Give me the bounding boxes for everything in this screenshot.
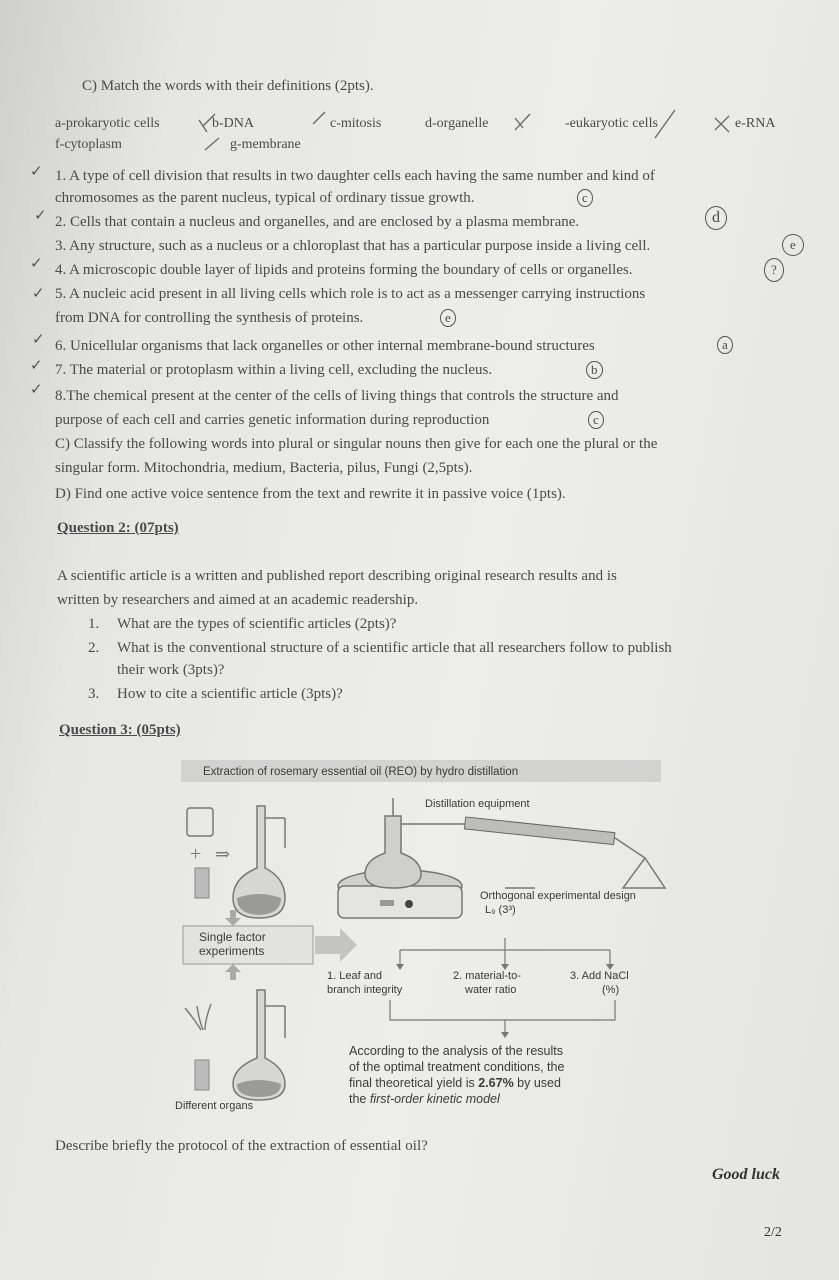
question2-label: Question 2: (57, 520, 131, 536)
answer-1: c (577, 189, 593, 207)
result-line3 (349, 1076, 561, 1090)
svg-text:+: + (190, 843, 202, 865)
check-mark-6: ✓ (32, 330, 45, 348)
answer-8: c (588, 411, 604, 429)
definition-7: 7. The material or protoplasm within a living cell, excluding the nucleus. (55, 362, 493, 378)
result-line2: of the optimal treatment conditions, the (349, 1060, 565, 1074)
section-c-title: C) Match the words with their definitions (2pts). (82, 78, 374, 94)
factor1-line1: 1. Leaf and (327, 970, 383, 982)
answer-7: b (586, 361, 603, 379)
factor3-line2: (%) (602, 984, 620, 996)
check-mark-2: ✓ (34, 206, 47, 224)
result-line3-text: final theoretical yield is (349, 1076, 479, 1090)
definition-1-line1: 1. A type of cell division that results in two daughter cells each having the same number and kind of (55, 168, 655, 184)
question2-points: (07pts) (134, 520, 179, 536)
q2-item3-num: 3. (88, 686, 100, 702)
figure-title: Extraction of rosemary essential oil (REO) by hydro distillation (203, 766, 519, 778)
result-line3-end: by used (513, 1076, 561, 1090)
word-cytoplasm: f-cytoplasm (55, 137, 122, 152)
orthogonal-sub: L₉ (3³) (485, 904, 516, 916)
answer-4: ? (764, 258, 784, 282)
question2-intro-line2: written by researchers and aimed at an academic readership. (57, 592, 419, 608)
question3-prompt: Describe briefly the protocol of the extraction of essential oil? (55, 1138, 428, 1154)
result-line4 (349, 1092, 500, 1106)
single-factor-label: Single factor experiments (199, 930, 266, 958)
q2-item2-line1: What is the conventional structure of a scientific article that all researchers follow to publish (117, 640, 672, 656)
check-mark-4: ✓ (30, 254, 43, 272)
definition-4: 4. A microscopic double layer of lipids and proteins forming the boundary of cells or organelles. (55, 262, 633, 278)
word-dna: b-DNA (212, 116, 254, 131)
result-line4-text: the (349, 1092, 370, 1106)
factor2-line2: water ratio (465, 984, 517, 996)
question3-label: Question 3: (59, 722, 133, 738)
factor3-line1: 3. Add NaCl (570, 970, 629, 982)
word-mitosis: c-mitosis (330, 116, 382, 131)
word-rna: e-RNA (735, 116, 776, 131)
definition-1-line2: chromosomes as the parent nucleus, typical of ordinary tissue growth. (55, 190, 475, 206)
answer-3: e (782, 234, 804, 256)
definition-5-line1: 5. A nucleic acid present in all living cells which role is to act as a messenger carrying instructions (55, 286, 646, 302)
result-model: first-order kinetic model (369, 1092, 500, 1106)
q2-item1: What are the types of scientific articles (2pts)? (117, 616, 397, 632)
q2-item1-num: 1. (88, 616, 100, 632)
definition-8-line2: purpose of each cell and carries genetic information during reproduction (55, 412, 490, 428)
active-passive-task: D) Find one active voice sentence from the text and rewrite it in passive voice (1pts). (55, 486, 566, 502)
word-eukaryotic: -eukaryotic cells (565, 116, 658, 131)
result-line1: According to the analysis of the results (349, 1044, 564, 1058)
word-prokaryotic: a-prokaryotic cells (55, 116, 160, 131)
different-organs-label: Different organs (175, 1100, 254, 1112)
q2-item3: How to cite a scientific article (3pts)? (117, 686, 343, 702)
extraction-figure (175, 758, 675, 1118)
check-mark-1: ✓ (30, 162, 43, 180)
equipment-label: Distillation equipment (425, 798, 530, 810)
definition-6: 6. Unicellular organisms that lack organelles or other internal membrane-bound structures (55, 338, 595, 354)
question3-heading (59, 722, 181, 739)
factor1-line2: branch integrity (327, 984, 403, 996)
check-mark-5: ✓ (32, 284, 45, 302)
pen-marks-word-bank (195, 108, 795, 158)
svg-text:⇒: ⇒ (215, 844, 231, 864)
q2-item2-line2: their work (3pts)? (117, 662, 225, 678)
answer-6: a (717, 336, 733, 354)
classify-line2: singular form. Mitochondria, medium, Bacteria, pilus, Fungi (2,5pts). (55, 460, 473, 476)
answer-5: e (440, 309, 456, 327)
definition-8-line1: 8.The chemical present at the center of the cells of living things that controls the structure and (55, 388, 619, 404)
definition-3: 3. Any structure, such as a nucleus or a chloroplast that has a particular purpose inside a living cell. (55, 238, 651, 254)
word-membrane: g-membrane (230, 137, 301, 152)
factor2-line1: 2. material-to- (453, 970, 521, 982)
question2-intro-line1: A scientific article is a written and published report describing original research results and is (57, 568, 617, 584)
page-number: 2/2 (764, 1225, 782, 1240)
result-yield: 2.67% (478, 1076, 514, 1090)
question2-heading (57, 520, 179, 537)
classify-line1: C) Classify the following words into plural or singular nouns then give for each one the plural or the (55, 436, 658, 452)
orthogonal-label: Orthogonal experimental design (480, 890, 636, 902)
definition-2: 2. Cells that contain a nucleus and organelles, and are enclosed by a plasma membrane. (55, 214, 580, 230)
question3-points: (05pts) (136, 722, 181, 738)
check-mark-8: ✓ (30, 380, 43, 398)
check-mark-7: ✓ (30, 356, 43, 374)
word-organelle: d-organelle (425, 116, 489, 131)
q2-item2-num: 2. (88, 640, 100, 656)
good-luck: Good luck (712, 1166, 780, 1183)
answer-2: d (705, 206, 727, 230)
definition-5-line2: from DNA for controlling the synthesis of proteins. (55, 310, 364, 326)
